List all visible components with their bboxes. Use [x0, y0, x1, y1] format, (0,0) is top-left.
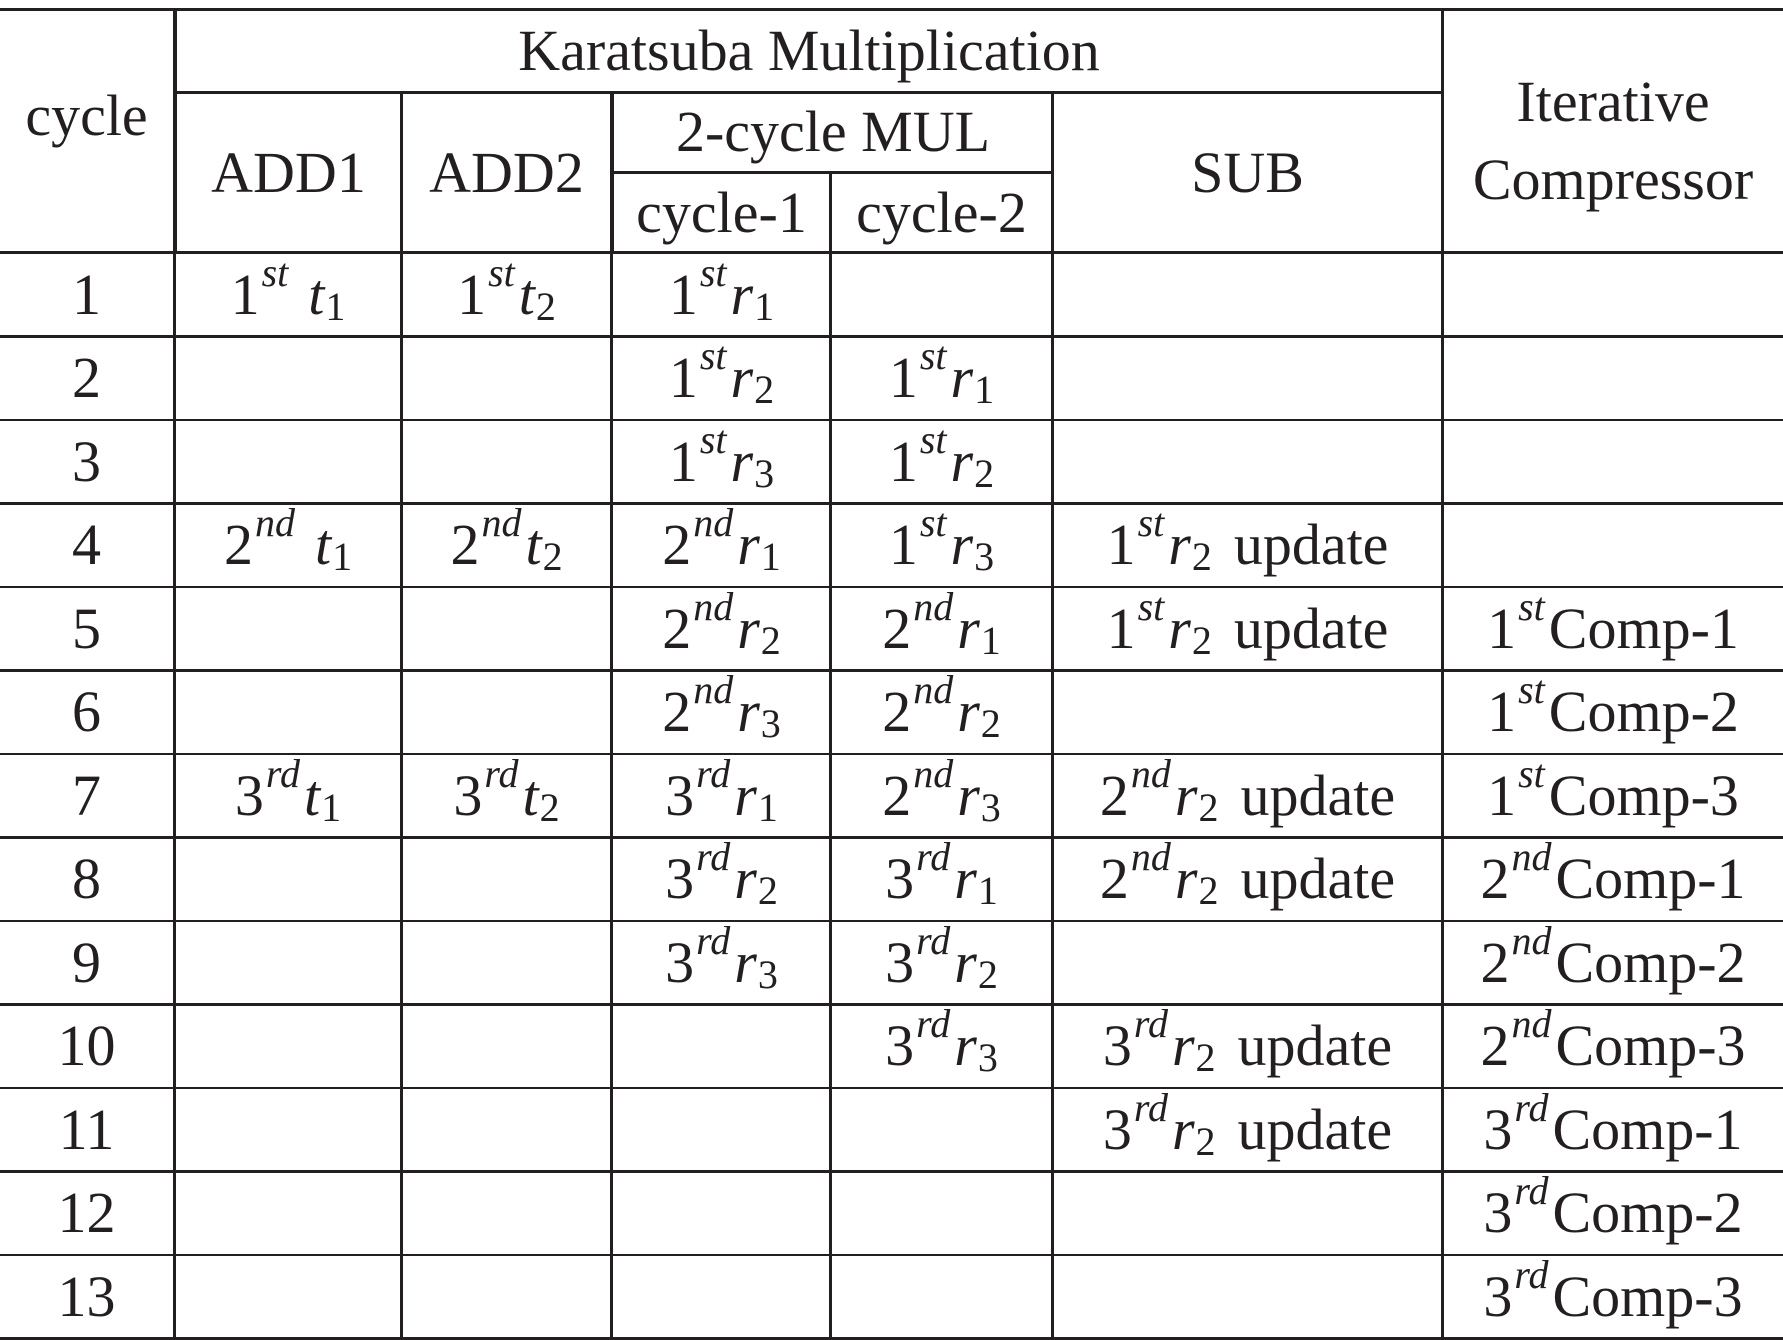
cell-mul2 — [831, 416, 1052, 502]
variable: r — [734, 929, 757, 995]
cell-text: update — [1240, 762, 1396, 828]
cell-add1 — [175, 500, 401, 586]
cell-mul1 — [613, 1257, 830, 1337]
cycle-number: 4 — [72, 512, 101, 578]
ordinal-number: 2 — [662, 679, 692, 745]
cell-cycle — [0, 1174, 173, 1254]
cell-sub — [1053, 834, 1442, 920]
cell-mul2 — [831, 1090, 1052, 1170]
ordinal-suffix: nd — [1511, 834, 1552, 880]
variable: r — [950, 428, 974, 494]
ordinal-number: 1 — [230, 261, 260, 327]
cell-text: update — [1240, 846, 1396, 912]
cell-add1 — [175, 1007, 401, 1087]
ordinal-suffix: st — [919, 500, 947, 546]
cell-mul1 — [613, 917, 830, 1003]
ordinal-suffix: st — [261, 249, 289, 295]
cell-comp — [1443, 422, 1783, 502]
cell-sub — [1053, 422, 1442, 502]
ordinal-suffix: rd — [916, 917, 951, 963]
ordinal-suffix: nd — [1511, 1001, 1552, 1047]
variable: r — [954, 846, 977, 912]
variable-index: 3 — [977, 1035, 998, 1081]
variable-index: 1 — [980, 617, 1001, 663]
cycle-number: 2 — [72, 345, 101, 411]
cycle-number: 7 — [72, 762, 101, 828]
variable: r — [734, 846, 757, 912]
ordinal-number: 2 — [1480, 1013, 1510, 1079]
cell-add1 — [175, 589, 401, 669]
cell-cycle — [0, 422, 173, 502]
variable-index: 1 — [760, 534, 781, 580]
header-mul-cycle-1: cycle-1 — [636, 179, 807, 245]
cell-mul2 — [831, 750, 1052, 836]
cell-add2 — [402, 339, 611, 419]
variable-index: 2 — [1195, 1118, 1216, 1164]
variable: r — [730, 428, 754, 494]
cell-add2 — [402, 589, 611, 669]
cell-mul2 — [831, 255, 1052, 335]
variable-index: 3 — [757, 951, 778, 997]
cycle-number: 6 — [72, 679, 101, 745]
cell-add2 — [402, 422, 611, 502]
cell-mul2 — [831, 834, 1052, 920]
ordinal-number: 2 — [1480, 846, 1510, 912]
ordinal-number: 3 — [1102, 1013, 1132, 1079]
cycle-number: 3 — [72, 428, 101, 494]
cell-sub — [1053, 339, 1442, 419]
cell-sub — [1053, 1174, 1442, 1254]
cell-mul2 — [831, 583, 1052, 669]
ordinal-suffix: rd — [1514, 1168, 1549, 1214]
variable-index: 1 — [332, 534, 353, 580]
ordinal-suffix: st — [919, 333, 947, 379]
variable: r — [1174, 846, 1198, 912]
cell-mul1 — [613, 333, 830, 419]
ordinal-suffix: rd — [696, 917, 731, 963]
cell-mul1 — [613, 1007, 830, 1087]
variable-index: 2 — [542, 534, 563, 580]
ordinal-suffix: rd — [1133, 1084, 1168, 1130]
ordinal-number: 3 — [1483, 1096, 1513, 1162]
cell-add1 — [175, 673, 401, 753]
cell-cycle — [0, 756, 173, 836]
cell-cycle — [0, 1007, 173, 1087]
variable-index: 1 — [974, 367, 995, 413]
ordinal-number: 1 — [1487, 595, 1517, 661]
header-comp-line1: Iterative — [1516, 68, 1710, 134]
ordinal-suffix: st — [1518, 583, 1545, 629]
cell-text: update — [1233, 595, 1389, 661]
ordinal-number: 3 — [1102, 1096, 1132, 1162]
cell-sub — [1053, 1257, 1442, 1337]
ordinal-suffix: st — [1518, 667, 1545, 713]
cell-sub — [1053, 255, 1442, 335]
ordinal-number: 1 — [1487, 679, 1517, 745]
cycle-number: 13 — [57, 1263, 116, 1329]
row-rule — [0, 335, 1783, 338]
cell-sub — [1053, 1084, 1442, 1170]
header-mul-cycle-2: cycle-2 — [856, 179, 1027, 245]
cell-add2 — [402, 1007, 611, 1087]
cell-text: Comp-3 — [1555, 1013, 1746, 1079]
ordinal-number: 3 — [665, 762, 695, 828]
cell-text: Comp-1 — [1552, 1096, 1743, 1162]
variable: t — [518, 261, 535, 327]
variable: t — [522, 762, 539, 828]
header-karatsuba: Karatsuba Multiplication — [518, 18, 1100, 83]
ordinal-number: 2 — [882, 595, 912, 661]
cell-text: update — [1237, 1096, 1393, 1162]
cell-text: Comp-2 — [1555, 929, 1746, 995]
variable-index: 2 — [1198, 868, 1219, 914]
cell-mul2 — [831, 917, 1052, 1003]
cell-sub — [1053, 673, 1442, 753]
variable: r — [737, 512, 760, 578]
ordinal-suffix: nd — [1130, 750, 1171, 796]
ordinal-number: 1 — [1106, 595, 1136, 661]
variable-index: 3 — [980, 784, 1001, 830]
ordinal-suffix: st — [699, 333, 727, 379]
cell-mul2 — [831, 333, 1052, 419]
cell-mul1 — [613, 667, 830, 753]
cell-add1 — [175, 249, 401, 335]
cell-add1 — [175, 1174, 401, 1254]
ordinal-suffix: st — [488, 249, 515, 295]
cell-text: Comp-1 — [1548, 595, 1739, 661]
ordinal-number: 2 — [223, 512, 253, 578]
ordinal-suffix: nd — [254, 500, 295, 546]
ordinal-suffix: st — [699, 416, 727, 462]
cell-text: Comp-3 — [1548, 762, 1739, 828]
header-add2: ADD2 — [429, 139, 584, 205]
ordinal-suffix: nd — [1130, 834, 1171, 880]
variable: r — [1168, 512, 1191, 578]
cell-cycle — [0, 1257, 173, 1337]
variable: r — [954, 929, 977, 995]
cell-mul1 — [613, 500, 830, 586]
cell-mul1 — [613, 750, 830, 836]
cell-mul2 — [831, 667, 1052, 753]
ordinal-number: 3 — [1483, 1263, 1513, 1329]
header-comp-line2: Compressor — [1472, 147, 1754, 212]
cell-add1 — [175, 1090, 401, 1170]
cell-mul1 — [613, 416, 830, 502]
ordinal-suffix: rd — [1514, 1084, 1549, 1130]
ordinal-suffix: st — [699, 249, 727, 295]
cell-comp — [1443, 1251, 1783, 1337]
variable-index: 3 — [974, 534, 995, 580]
cell-add2 — [402, 673, 611, 753]
variable-index: 2 — [754, 367, 775, 413]
header-add1: ADD1 — [211, 139, 366, 205]
cell-add2 — [402, 1174, 611, 1254]
cycle-number: 12 — [57, 1180, 116, 1246]
ordinal-number: 1 — [1106, 512, 1136, 578]
cell-add2 — [402, 1257, 611, 1337]
row-rule — [0, 586, 1783, 589]
variable: r — [730, 345, 754, 411]
variable: r — [1168, 595, 1191, 661]
ordinal-number: 3 — [234, 762, 264, 828]
ordinal-suffix: st — [1137, 583, 1165, 629]
variable-index: 2 — [980, 701, 1001, 747]
ordinal-suffix: rd — [696, 750, 731, 796]
cell-text: Comp-3 — [1552, 1263, 1743, 1329]
cell-comp — [1443, 667, 1783, 753]
ordinal-suffix: rd — [484, 750, 519, 796]
cell-comp — [1443, 339, 1783, 419]
ordinal-suffix: rd — [265, 750, 300, 796]
ordinal-number: 1 — [888, 512, 918, 578]
cell-add1 — [175, 422, 401, 502]
cell-mul1 — [613, 1174, 830, 1254]
cell-mul2 — [831, 1257, 1052, 1337]
ordinal-number: 3 — [1483, 1180, 1513, 1246]
cell-add2 — [402, 840, 611, 920]
ordinal-number: 3 — [885, 1013, 915, 1079]
variable: r — [1174, 762, 1198, 828]
cell-add2 — [402, 500, 611, 586]
ordinal-number: 2 — [882, 679, 912, 745]
ordinal-suffix: rd — [1514, 1251, 1549, 1297]
variable-index: 2 — [974, 450, 995, 496]
ordinal-number: 1 — [668, 261, 698, 327]
variable-index: 2 — [1191, 534, 1212, 580]
cell-add1 — [175, 923, 401, 1003]
variable-index: 1 — [325, 283, 346, 329]
ordinal-suffix: nd — [693, 667, 734, 713]
cell-mul2 — [831, 1174, 1052, 1254]
ordinal-suffix: nd — [913, 667, 954, 713]
variable-index: 3 — [760, 701, 781, 747]
cell-cycle — [0, 840, 173, 920]
cell-add2 — [402, 1090, 611, 1170]
ordinal-number: 2 — [450, 512, 480, 578]
ordinal-suffix: rd — [696, 834, 731, 880]
cell-cycle — [0, 589, 173, 669]
cell-sub — [1053, 583, 1442, 669]
cell-mul1 — [613, 249, 830, 335]
ordinal-suffix: nd — [693, 583, 734, 629]
ordinal-number: 2 — [662, 512, 692, 578]
variable-index: 1 — [977, 868, 998, 914]
cell-comp — [1443, 1168, 1783, 1254]
variable: t — [314, 512, 332, 578]
cell-cycle — [0, 255, 173, 335]
variable: r — [957, 762, 980, 828]
row-rule — [0, 669, 1783, 672]
cell-cycle — [0, 923, 173, 1003]
ordinal-suffix: nd — [481, 500, 522, 546]
ordinal-number: 1 — [668, 345, 698, 411]
cell-comp — [1443, 750, 1783, 836]
cell-comp — [1443, 1001, 1783, 1087]
ordinal-number: 3 — [665, 929, 695, 995]
cell-mul1 — [613, 583, 830, 669]
variable: r — [957, 595, 980, 661]
cycle-number: 10 — [57, 1013, 116, 1079]
header-iterative-compressor — [1443, 10, 1783, 252]
ordinal-suffix: rd — [1133, 1001, 1168, 1047]
cell-sub — [1053, 923, 1442, 1003]
cell-mul2 — [831, 1001, 1052, 1087]
variable: r — [737, 679, 760, 745]
cell-add2 — [402, 249, 611, 335]
cell-sub — [1053, 500, 1442, 586]
ordinal-suffix: st — [1137, 500, 1165, 546]
cell-cycle — [0, 506, 173, 586]
ordinal-number: 2 — [1099, 762, 1129, 828]
ordinal-number: 1 — [457, 261, 487, 327]
cell-sub — [1053, 1001, 1442, 1087]
variable-index: 2 — [1198, 784, 1219, 830]
cell-text: update — [1237, 1013, 1393, 1079]
cell-mul1 — [613, 1090, 830, 1170]
cell-cycle — [0, 339, 173, 419]
ordinal-number: 3 — [885, 846, 915, 912]
cycle-number: 1 — [72, 261, 101, 327]
header-cycle: cycle — [25, 83, 148, 148]
cell-comp — [1443, 1084, 1783, 1170]
variable: r — [734, 762, 757, 828]
variable-index: 2 — [539, 784, 560, 830]
variable: r — [1171, 1013, 1195, 1079]
cycle-number: 9 — [72, 929, 101, 995]
ordinal-suffix: nd — [913, 750, 954, 796]
ordinal-suffix: nd — [693, 500, 734, 546]
variable-index: 2 — [760, 617, 781, 663]
cell-comp — [1443, 255, 1783, 335]
ordinal-suffix: st — [919, 416, 947, 462]
cycle-number: 8 — [72, 846, 101, 912]
cell-comp — [1443, 917, 1783, 1003]
variable-index: 2 — [1191, 617, 1212, 663]
cell-add1 — [175, 339, 401, 419]
ordinal-number: 1 — [888, 428, 918, 494]
cell-cycle — [0, 673, 173, 753]
cycle-number: 11 — [58, 1096, 115, 1162]
cell-mul1 — [613, 834, 830, 920]
cycle-number: 5 — [72, 595, 101, 661]
variable-index: 1 — [321, 784, 342, 830]
row-rule — [0, 419, 1783, 422]
variable-index: 2 — [1195, 1035, 1216, 1081]
cell-text: Comp-2 — [1552, 1180, 1743, 1246]
cell-add1 — [175, 840, 401, 920]
cell-add1 — [175, 1257, 401, 1337]
ordinal-number: 1 — [1487, 762, 1517, 828]
cell-sub — [1053, 750, 1442, 836]
variable: t — [525, 512, 542, 578]
variable: r — [730, 261, 754, 327]
variable: r — [1171, 1096, 1195, 1162]
ordinal-number: 3 — [453, 762, 483, 828]
ordinal-number: 1 — [888, 345, 918, 411]
variable: r — [957, 679, 980, 745]
cell-cycle — [0, 1090, 173, 1170]
cell-add2 — [402, 750, 611, 836]
variable-index: 3 — [754, 450, 775, 496]
cell-text: Comp-2 — [1548, 679, 1739, 745]
ordinal-suffix: nd — [913, 583, 954, 629]
ordinal-suffix: st — [1518, 750, 1545, 796]
variable-index: 1 — [757, 784, 778, 830]
cell-comp — [1443, 506, 1783, 586]
variable: r — [737, 595, 760, 661]
variable: r — [950, 345, 974, 411]
cell-comp — [1443, 834, 1783, 920]
variable: t — [303, 762, 321, 828]
cell-add2 — [402, 923, 611, 1003]
ordinal-number: 2 — [1480, 929, 1510, 995]
cell-text: update — [1233, 512, 1389, 578]
ordinal-suffix: rd — [916, 1001, 951, 1047]
ordinal-number: 2 — [1099, 846, 1129, 912]
ordinal-suffix: nd — [1511, 917, 1552, 963]
variable-index: 1 — [754, 283, 775, 329]
cell-comp — [1443, 583, 1783, 669]
variable: r — [950, 512, 974, 578]
header-2-cycle-mul: 2-cycle MUL — [675, 99, 991, 164]
ordinal-number: 1 — [668, 428, 698, 494]
cell-mul2 — [831, 500, 1052, 586]
ordinal-number: 2 — [882, 762, 912, 828]
variable-index: 2 — [977, 951, 998, 997]
ordinal-number: 3 — [665, 846, 695, 912]
ordinal-suffix: rd — [916, 834, 951, 880]
cell-text: Comp-1 — [1555, 846, 1746, 912]
header-sub: SUB — [1191, 139, 1304, 205]
cell-add1 — [175, 750, 401, 836]
variable: t — [308, 261, 325, 327]
variable-index: 2 — [535, 283, 556, 329]
ordinal-number: 3 — [885, 929, 915, 995]
variable-index: 2 — [757, 868, 778, 914]
variable: r — [954, 1013, 977, 1079]
ordinal-number: 2 — [662, 595, 692, 661]
